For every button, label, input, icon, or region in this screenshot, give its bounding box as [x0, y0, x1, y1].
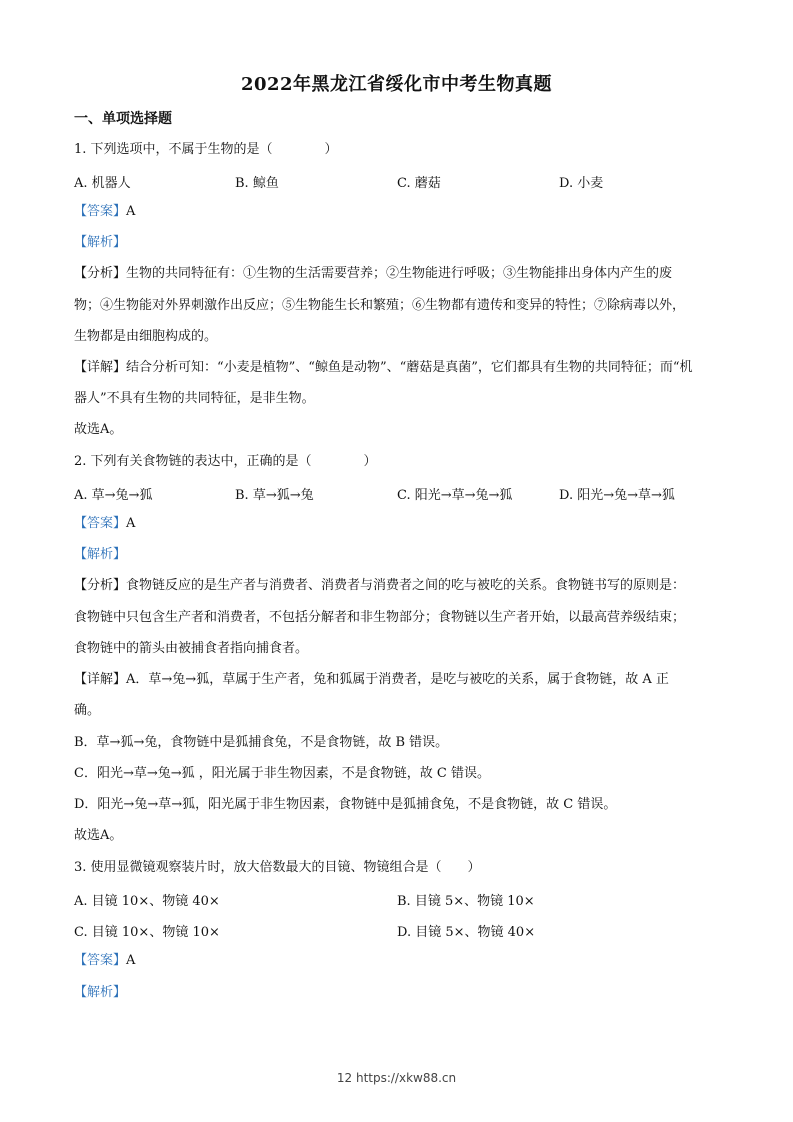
- q1-option-d: D. 小麦: [559, 176, 604, 191]
- q1-xiangjie-line-1: [74, 359, 724, 377]
- q1-conclusion: 故选A。: [74, 422, 123, 437]
- q2-option-a: A. 草→兔→狐: [74, 488, 153, 503]
- q2-detail-d: D．阳光→兔→草→狐，阳光属于非生物因素，食物链中是狐捕食兔，不是食物链，故 C 错误。: [74, 797, 617, 812]
- xiangjie-text: 结合分析可知：“小麦是植物”、“鲸鱼是动物”、“蘑菇是真菌”，它们都具有生物的共同特征；而“机: [126, 360, 693, 375]
- page-footer: 12 https://xkw88.cn: [336, 1071, 457, 1085]
- q1-xiangjie-line-2: 器人”不具有生物的共同特征，是非生物。: [74, 391, 315, 406]
- answer-value: A: [126, 953, 136, 968]
- q3-answer: [74, 952, 724, 970]
- q2-answer: [74, 515, 724, 533]
- q2-fenxi-line-1: [74, 577, 724, 595]
- xiangjie-tag: 【详解】: [74, 672, 127, 687]
- q2-xiangjie-line-2: 确。: [74, 703, 101, 718]
- q1-option-b: B. 鲸鱼: [235, 176, 279, 191]
- q1-answer: [74, 203, 724, 221]
- page-title: 2022年黑龙江省绥化市中考生物真题: [240, 74, 553, 95]
- fenxi-tag: 【分析】: [74, 578, 127, 593]
- answer-tag: 【答案】: [74, 204, 127, 219]
- xiangjie-tag: 【详解】: [74, 360, 127, 375]
- fenxi-tag: 【分析】: [74, 266, 127, 281]
- q1-fenxi-line-2: 物；④生物能对外界刺激作出反应；⑤生物能生长和繁殖；⑥生物都有遗传和变异的特性；⑦除病毒以外，: [74, 298, 686, 313]
- q3-option-c: C. 目镜 10×、物镜 10×: [74, 925, 220, 940]
- q2-detail-b: B．草→狐→兔，食物链中是狐捕食兔，不是食物链，故 B 错误。: [74, 735, 449, 750]
- xiangjie-text: A．草→兔→狐，草属于生产者，兔和狐属于消费者，是吃与被吃的关系，属于食物链，故 A 正: [126, 672, 669, 687]
- q3-stem: 3. 使用显微镜观察装片时，放大倍数最大的目镜、物镜组合是（ ）: [74, 860, 481, 875]
- q1-stem: 1. 下列选项中，不属于生物的是（ ）: [74, 142, 338, 157]
- answer-tag: 【答案】: [74, 953, 127, 968]
- answer-value: A: [126, 516, 136, 531]
- q1-fenxi-line-3: 生物都是由细胞构成的。: [74, 329, 218, 344]
- fenxi-text: 生物的共同特征有：①生物的生活需要营养；②生物能进行呼吸；③生物能排出身体内产生的废: [126, 266, 673, 281]
- q2-xiangjie-line-1: [74, 671, 724, 689]
- q2-option-c: C. 阳光→草→兔→狐: [397, 488, 513, 503]
- q3-jiexi-tag: 【解析】: [74, 985, 127, 1000]
- answer-tag: 【答案】: [74, 516, 127, 531]
- q1-jiexi-tag: 【解析】: [74, 235, 127, 250]
- q2-stem: 2. 下列有关食物链的表达中，正确的是（ ）: [74, 454, 377, 469]
- q3-option-b: B. 目镜 5×、物镜 10×: [397, 894, 535, 909]
- q3-option-a: A. 目镜 10×、物镜 40×: [74, 894, 220, 909]
- q2-option-d: D. 阳光→兔→草→狐: [559, 488, 675, 503]
- q1-option-a: A. 机器人: [74, 176, 131, 191]
- fenxi-text: 食物链反应的是生产者与消费者、消费者与消费者之间的吃与被吃的关系。食物链书写的原则是：: [126, 578, 686, 593]
- answer-value: A: [126, 204, 136, 219]
- q2-fenxi-line-2: 食物链中只包含生产者和消费者，不包括分解者和非生物部分；食物链以生产者开始，以最高营养级结束；: [74, 610, 686, 625]
- q3-option-d: D. 目镜 5×、物镜 40×: [397, 925, 536, 940]
- q2-option-b: B. 草→狐→兔: [235, 488, 314, 503]
- section-heading: 一、单项选择题: [74, 111, 172, 127]
- q2-jiexi-tag: 【解析】: [74, 547, 127, 562]
- q1-option-c: C. 蘑菇: [397, 176, 441, 191]
- q2-conclusion: 故选A。: [74, 828, 123, 843]
- q2-fenxi-line-3: 食物链中的箭头由被捕食者指向捕食者。: [74, 641, 309, 656]
- q2-detail-c: C．阳光→草→兔→狐 ，阳光属于非生物因素，不是食物链，故 C 错误。: [74, 766, 490, 781]
- q1-fenxi-line-1: [74, 265, 724, 283]
